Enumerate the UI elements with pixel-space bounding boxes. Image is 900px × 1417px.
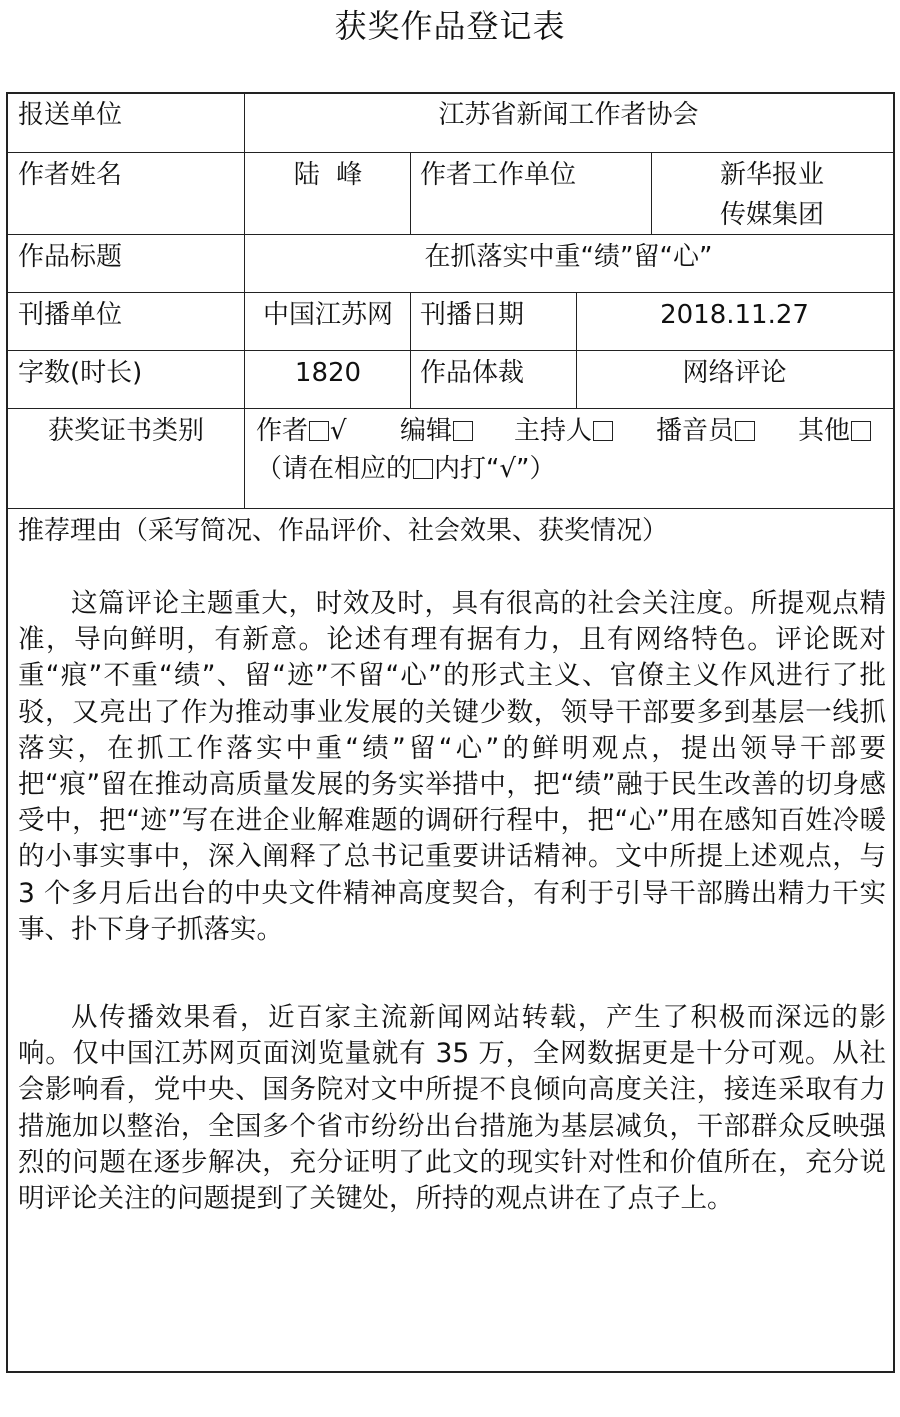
- row-divider: [8, 292, 893, 293]
- work-title-value: 在抓落实中重“绩”留“心”: [424, 242, 713, 272]
- certificate-options: [256, 412, 892, 450]
- author-unit-label: 作者工作单位: [420, 160, 577, 190]
- genre-value: 网络评论: [682, 358, 787, 388]
- option-announcer-label: 播音员: [656, 416, 735, 446]
- row-divider: [8, 408, 893, 409]
- instruction-text: 内打“√”）: [434, 454, 556, 484]
- checkbox-sample-icon: [413, 459, 433, 479]
- row-divider: [8, 234, 893, 235]
- certificate-instruction: [256, 450, 556, 488]
- option-editor[interactable]: [400, 412, 474, 450]
- option-host[interactable]: [514, 412, 614, 450]
- author-unit-value-line2: 传媒集团: [719, 200, 824, 230]
- row-divider: [8, 152, 893, 153]
- option-author[interactable]: [256, 412, 347, 450]
- option-editor-label: 编辑: [400, 416, 453, 446]
- column-divider: [576, 292, 577, 408]
- reason-paragraph-1: 这篇评论主题重大，时效及时，具有很高的社会关注度。所提观点精准，导向鲜明，有新意。论述有理有据有力，且有网络特色。评论既对重“痕”不重“绩”、留“迹”不留“心”的形式主义、官僚主义作风进行了批驳，又亮出了作为推动事业发展的关键少数，领导干部要多到基层一线抓落实，在抓工作落实中重“绩”留“心”的鲜明观点，提出领导干部要把“痕”留在推动高质量发展的务实举措中，把“绩”融于民生改善的切身感受中，把“迹”写在进企业解难题的调研行程中，把“心”用在感知百姓冷暖的小事实事中，深入阐释了总书记重要讲话精神。文中所提上述观点，与 3 个多月后出台的中央文件精神高度契合，有利于引导干部腾出精力干实事、扑下身子抓落实。: [18, 588, 886, 945]
- column-divider: [410, 292, 411, 408]
- row-divider: [8, 350, 893, 351]
- column-divider: [410, 152, 411, 234]
- checkbox-announcer[interactable]: [735, 421, 755, 441]
- length-label: 字数(时长): [18, 358, 143, 388]
- publication-unit-label: 刊播单位: [18, 300, 123, 330]
- author-name-value: 陆 峰: [293, 160, 363, 190]
- work-title-label: 作品标题: [18, 242, 123, 272]
- column-divider: [244, 94, 245, 508]
- registration-form: [6, 92, 895, 1373]
- option-other-label: 其他: [798, 416, 851, 446]
- check-mark: √: [330, 416, 347, 446]
- reason-heading: 推荐理由（采写简况、作品评价、社会效果、获奖情况）: [18, 516, 669, 546]
- genre-label: 作品体裁: [420, 358, 525, 388]
- publication-date-label: 刊播日期: [420, 300, 525, 330]
- checkbox-editor[interactable]: [453, 421, 473, 441]
- checkbox-other[interactable]: [851, 421, 871, 441]
- option-announcer[interactable]: [656, 412, 756, 450]
- author-name-label: 作者姓名: [18, 160, 123, 190]
- page-title: 获奖作品登记表: [334, 7, 566, 45]
- checkbox-author[interactable]: [309, 421, 329, 441]
- length-value: 1820: [294, 358, 362, 388]
- option-other[interactable]: [798, 412, 872, 450]
- column-divider: [651, 152, 652, 234]
- submitting-unit-value: 江苏省新闻工作者协会: [438, 100, 699, 130]
- publication-unit-value: 中国江苏网: [262, 300, 393, 330]
- checkbox-host[interactable]: [593, 421, 613, 441]
- row-divider: [8, 508, 893, 509]
- option-host-label: 主持人: [514, 416, 593, 446]
- reason-paragraph-2: 从传播效果看，近百家主流新闻网站转载，产生了积极而深远的影响。仅中国江苏网页面浏览量就有 35 万，全网数据更是十分可观。从社会影响看，党中央、国务院对文中所提不良倾向高度关注，接连采取有力措施加以整治，全国多个省市纷纷出台措施为基层减负，干部群众反映强烈的问题在逐步解决，充分证明了此文的现实针对性和价值所在，充分说明评论关注的问题提到了关键处，所持的观点讲在了点子上。: [18, 1002, 886, 1215]
- publication-date-value: 2018.11.27: [660, 300, 809, 330]
- option-author-label: 作者: [256, 416, 309, 446]
- author-unit-value-line1: 新华报业: [719, 160, 824, 190]
- submitting-unit-label: 报送单位: [18, 100, 123, 130]
- certificate-category-label: 获奖证书类别: [47, 416, 204, 446]
- instruction-text: （请在相应的: [256, 454, 413, 484]
